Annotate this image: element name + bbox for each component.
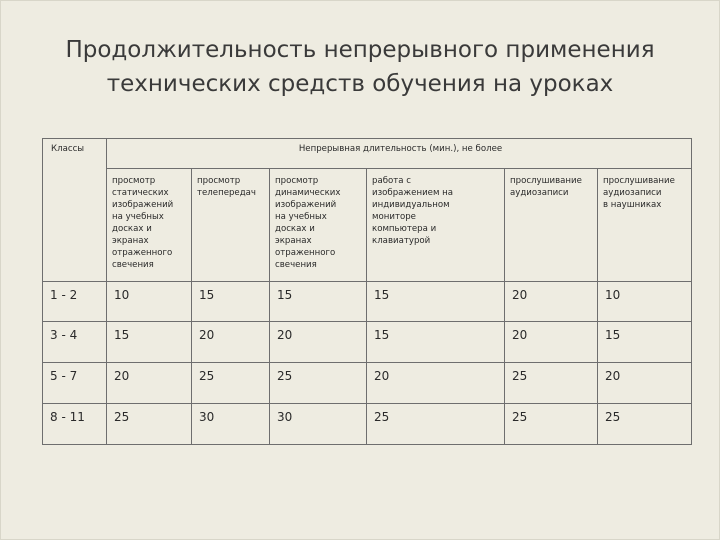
table-cell: 25: [505, 404, 598, 445]
table-cell: 25: [270, 363, 367, 404]
table-cell: 15: [367, 282, 505, 322]
duration-table: [42, 138, 692, 445]
title-line-2: технических средств обучения на уроках: [106, 71, 614, 97]
row-label: 8 - 11: [43, 404, 107, 445]
column-header: просмотр динамических изображений на учебных досках и экранах отраженного свечения: [270, 169, 367, 282]
table-cell: 20: [505, 322, 598, 363]
header-row: [43, 139, 692, 169]
table-cell: 25: [367, 404, 505, 445]
table-row: [43, 404, 692, 445]
group-header: Непрерывная длительность (мин.), не более: [107, 139, 692, 169]
table-cell: 10: [598, 282, 692, 322]
table-row: [43, 282, 692, 322]
table-cell: 30: [192, 404, 270, 445]
column-header: прослушивание аудиозаписи: [505, 169, 598, 282]
table-cell: 25: [107, 404, 192, 445]
table-cell: 30: [270, 404, 367, 445]
table-cell: 25: [505, 363, 598, 404]
column-header: просмотр статических изображений на учебных досках и экранах отраженного свечения: [107, 169, 192, 282]
table-cell: 15: [598, 322, 692, 363]
row-label: 5 - 7: [43, 363, 107, 404]
table-cell: 25: [192, 363, 270, 404]
table-cell: 20: [192, 322, 270, 363]
table-cell: 15: [192, 282, 270, 322]
table-cell: 10: [107, 282, 192, 322]
table-cell: 20: [107, 363, 192, 404]
table-cell: 20: [270, 322, 367, 363]
table-cell: 15: [270, 282, 367, 322]
row-label: 1 - 2: [43, 282, 107, 322]
title-line-1: Продолжительность непрерывного применения: [65, 37, 655, 63]
row-label: 3 - 4: [43, 322, 107, 363]
subheader-row: [43, 169, 692, 282]
table-cell: 20: [505, 282, 598, 322]
column-header: работа с изображением на индивидуальном мониторе компьютера и клавиатурой: [367, 169, 505, 282]
column-header: прослушивание аудиозаписи в наушниках: [598, 169, 692, 282]
slide-title: [20, 33, 700, 101]
table-cell: 15: [367, 322, 505, 363]
table-row: [43, 322, 692, 363]
table-cell: 20: [367, 363, 505, 404]
table-cell: 15: [107, 322, 192, 363]
table-row: [43, 363, 692, 404]
column-header: просмотр телепередач: [192, 169, 270, 282]
classes-header: Классы: [43, 139, 107, 282]
table-cell: 20: [598, 363, 692, 404]
table-cell: 25: [598, 404, 692, 445]
